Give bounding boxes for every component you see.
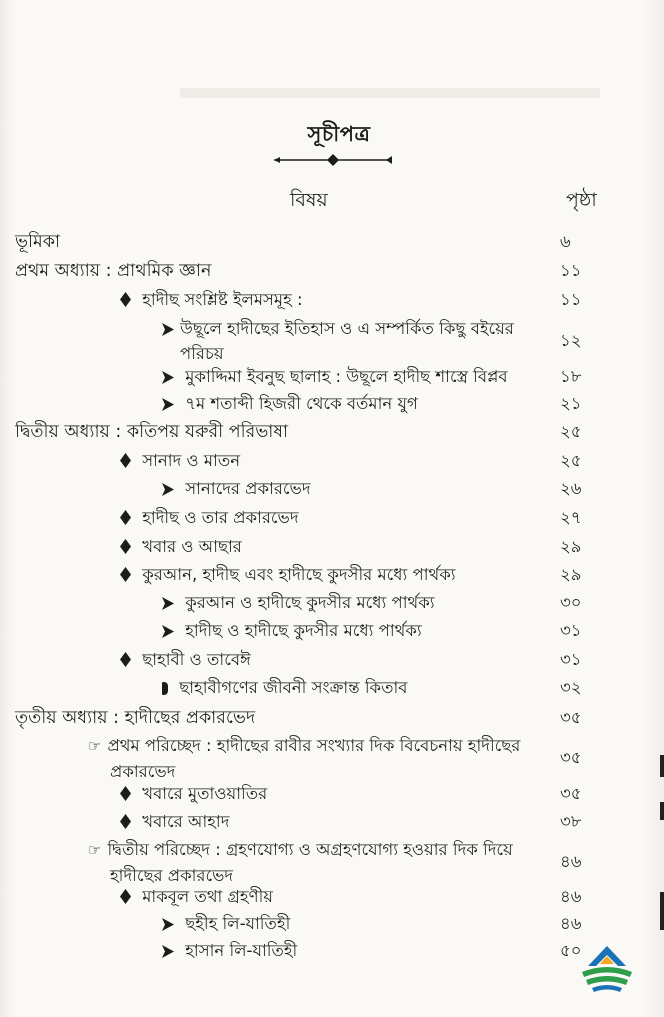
pointing-hand-icon: ☞ xyxy=(88,841,102,859)
toc-entry-title: সানাদ ও মাতন xyxy=(142,451,241,470)
toc-section[interactable] xyxy=(120,506,660,530)
toc-entry-title: প্রথম পরিচ্ছেদ : হাদীছের রাবীর সংখ্যার দিক বিবেচনায় হাদীছের প্রকারভেদ xyxy=(107,736,521,781)
toc-entry-title: দ্বিতীয় অধ্যায় : কতিপয় যরুরী পরিভাষা xyxy=(15,422,289,442)
publisher-logo-icon xyxy=(574,942,640,998)
toc-entry-page: ২৯ xyxy=(560,565,582,584)
toc-entry-page: ১১ xyxy=(560,290,582,309)
toc-entry-title: হাদীছ ও তার প্রকারভেদ xyxy=(142,508,299,527)
toc-entry-page: ১১ xyxy=(560,261,582,280)
toc-entry-title: দ্বিতীয় পরিচ্ছেদ : গ্রহণযোগ্য ও অগ্রহণযোগ্য হওয়ার দিক দিয়ে হাদীছের প্রকারভেদ xyxy=(107,840,513,885)
diamond-bullet-icon xyxy=(120,453,131,468)
toc-entry-title: খবার ও আছার xyxy=(142,537,242,556)
pointing-hand-icon: ☞ xyxy=(88,737,102,755)
toc-entry[interactable] xyxy=(15,230,655,254)
toc-entry-page: ৩৮ xyxy=(560,812,582,831)
toc-entry-page: ২৭ xyxy=(560,508,582,527)
diamond-bullet-icon xyxy=(120,539,131,554)
diamond-bullet-icon xyxy=(120,652,131,667)
toc-section[interactable] xyxy=(120,648,660,672)
toc-entry-page: ৩৫ xyxy=(560,748,582,767)
diamond-bullet-icon xyxy=(120,786,131,801)
arrow-bullet-icon xyxy=(162,918,174,931)
toc-entry-title: ছাহাবী ও তাবেঈ xyxy=(142,650,251,669)
toc-section[interactable] xyxy=(120,535,660,559)
toc-entry-title: মুকাদ্দিমা ইবনুছ ছালাহ : উছূলে হাদীছ শাস্ত্রে বিপ্লব xyxy=(185,367,508,386)
toc-subsection[interactable] xyxy=(162,591,660,615)
toc-entry-title: কুরআন ও হাদীছে কুদসীর মধ্যে পার্থক্য xyxy=(185,593,435,612)
toc-entry-title: উছূলে হাদীছের ইতিহাস ও এ সম্পর্কিত কিছু বইয়ের পরিচয় xyxy=(180,319,514,363)
toc-entry-page: ২৯ xyxy=(560,537,582,556)
toc-entry-title: হাদীছ ও হাদীছে কুদসীর মধ্যে পার্থক্য xyxy=(185,621,422,640)
toc-subsection[interactable] xyxy=(162,392,660,416)
toc-entry-title: ছাহাবীগণের জীবনী সংক্রান্ত কিতাব xyxy=(179,678,408,697)
toc-subsection[interactable] xyxy=(162,316,660,366)
toc-entry-title: হাদীছ সংশ্লিষ্ট ইলমসমূহ : xyxy=(142,290,303,309)
toc-entry-title: ভূমিকা xyxy=(15,232,61,252)
toc-entry-page: ২৬ xyxy=(560,479,582,498)
arrow-bullet-icon xyxy=(162,625,174,638)
toc-entry-title: সানাদের প্রকারভেদ xyxy=(185,479,311,498)
toc-entry-title: খবারে মুতাওয়াতির xyxy=(142,784,268,803)
toc-entry-page: ৩৫ xyxy=(560,708,582,727)
toc-entry-title: কুরআন, হাদীছ এবং হাদীছে কুদসীর মধ্যে পার্থক্য xyxy=(142,565,456,584)
arrow-bullet-icon xyxy=(162,597,174,610)
page-edge-mark xyxy=(660,892,664,930)
toc-entry-page: ৩০ xyxy=(560,593,582,612)
toc-subsection[interactable] xyxy=(162,619,660,643)
page-title: সূচীপত্র xyxy=(307,122,371,146)
toc-entry-title: তৃতীয় অধ্যায় : হাদীছের প্রকারভেদ xyxy=(15,708,256,728)
toc-subsection[interactable] xyxy=(162,676,660,700)
toc-section[interactable] xyxy=(120,449,660,473)
toc-entry-page: ৪৬ xyxy=(560,887,582,906)
diamond-bullet-icon xyxy=(120,814,131,829)
arrow-bullet-icon xyxy=(162,945,174,958)
toc-subsection[interactable] xyxy=(162,912,660,936)
toc-section[interactable] xyxy=(120,288,660,312)
page-edge-mark xyxy=(660,802,664,820)
toc-entry-page: ১৮ xyxy=(560,367,582,386)
topic-column-header: বিষয় xyxy=(290,189,328,211)
toc-section[interactable] xyxy=(120,885,660,909)
toc-section[interactable] xyxy=(88,837,658,888)
toc-entry-title: প্রথম অধ্যায় : প্রাথমিক জ্ঞান xyxy=(15,261,212,281)
toc-entry-page: ৬ xyxy=(560,232,571,251)
toc-entry-page: ২১ xyxy=(560,394,582,413)
toc-chapter[interactable] xyxy=(15,420,655,444)
page-column-header: পৃষ্ঠা xyxy=(566,189,597,211)
page-edge-mark xyxy=(660,755,664,777)
diamond-bullet-icon xyxy=(120,510,131,525)
diamond-bullet-icon xyxy=(120,889,131,904)
arrow-bullet-icon xyxy=(162,323,174,336)
toc-entry-page: ৫০ xyxy=(560,941,582,960)
toc-entry-page: ৩২ xyxy=(560,678,582,697)
toc-entry-page: ৩১ xyxy=(560,621,582,640)
toc-entry-title: মাকবূল তথা গ্রহণীয় xyxy=(142,887,274,906)
toc-entry-page: ৩১ xyxy=(560,650,582,669)
toc-subsection[interactable] xyxy=(162,365,660,389)
toc-entry-page: ২৫ xyxy=(560,422,582,441)
arrow-bullet-icon xyxy=(162,483,174,496)
toc-section[interactable] xyxy=(120,563,660,587)
toc-entry-page: ১২ xyxy=(560,331,582,350)
toc-entry-page: ৪৬ xyxy=(560,852,582,871)
toc-chapter[interactable] xyxy=(15,259,655,283)
toc-entry-title: খবারে আহাদ xyxy=(142,812,230,831)
toc-entry-page: ২৫ xyxy=(560,451,582,470)
toc-section[interactable] xyxy=(88,733,658,784)
toc-entry-title: ছহীহ লি-যাতিহী xyxy=(185,914,291,933)
toc-chapter[interactable] xyxy=(15,706,655,730)
toc-entry-page: ৪৬ xyxy=(560,914,582,933)
toc-subsection[interactable] xyxy=(162,477,660,501)
toc-entry-page: ৩৫ xyxy=(560,784,582,803)
toc-section[interactable] xyxy=(120,810,660,834)
toc-section[interactable] xyxy=(120,782,660,806)
arrow-bullet-icon xyxy=(162,398,174,411)
arrow-bullet-icon xyxy=(162,371,174,384)
diamond-bullet-icon xyxy=(120,292,131,307)
toc-entry-title: হাসান লি-যাতিহী xyxy=(185,941,298,960)
bookmark-bullet-icon xyxy=(162,682,168,695)
toc-entry-title: ৭ম শতাব্দী হিজরী থেকে বর্তমান যুগ xyxy=(185,394,418,413)
diamond-bullet-icon xyxy=(120,567,131,582)
